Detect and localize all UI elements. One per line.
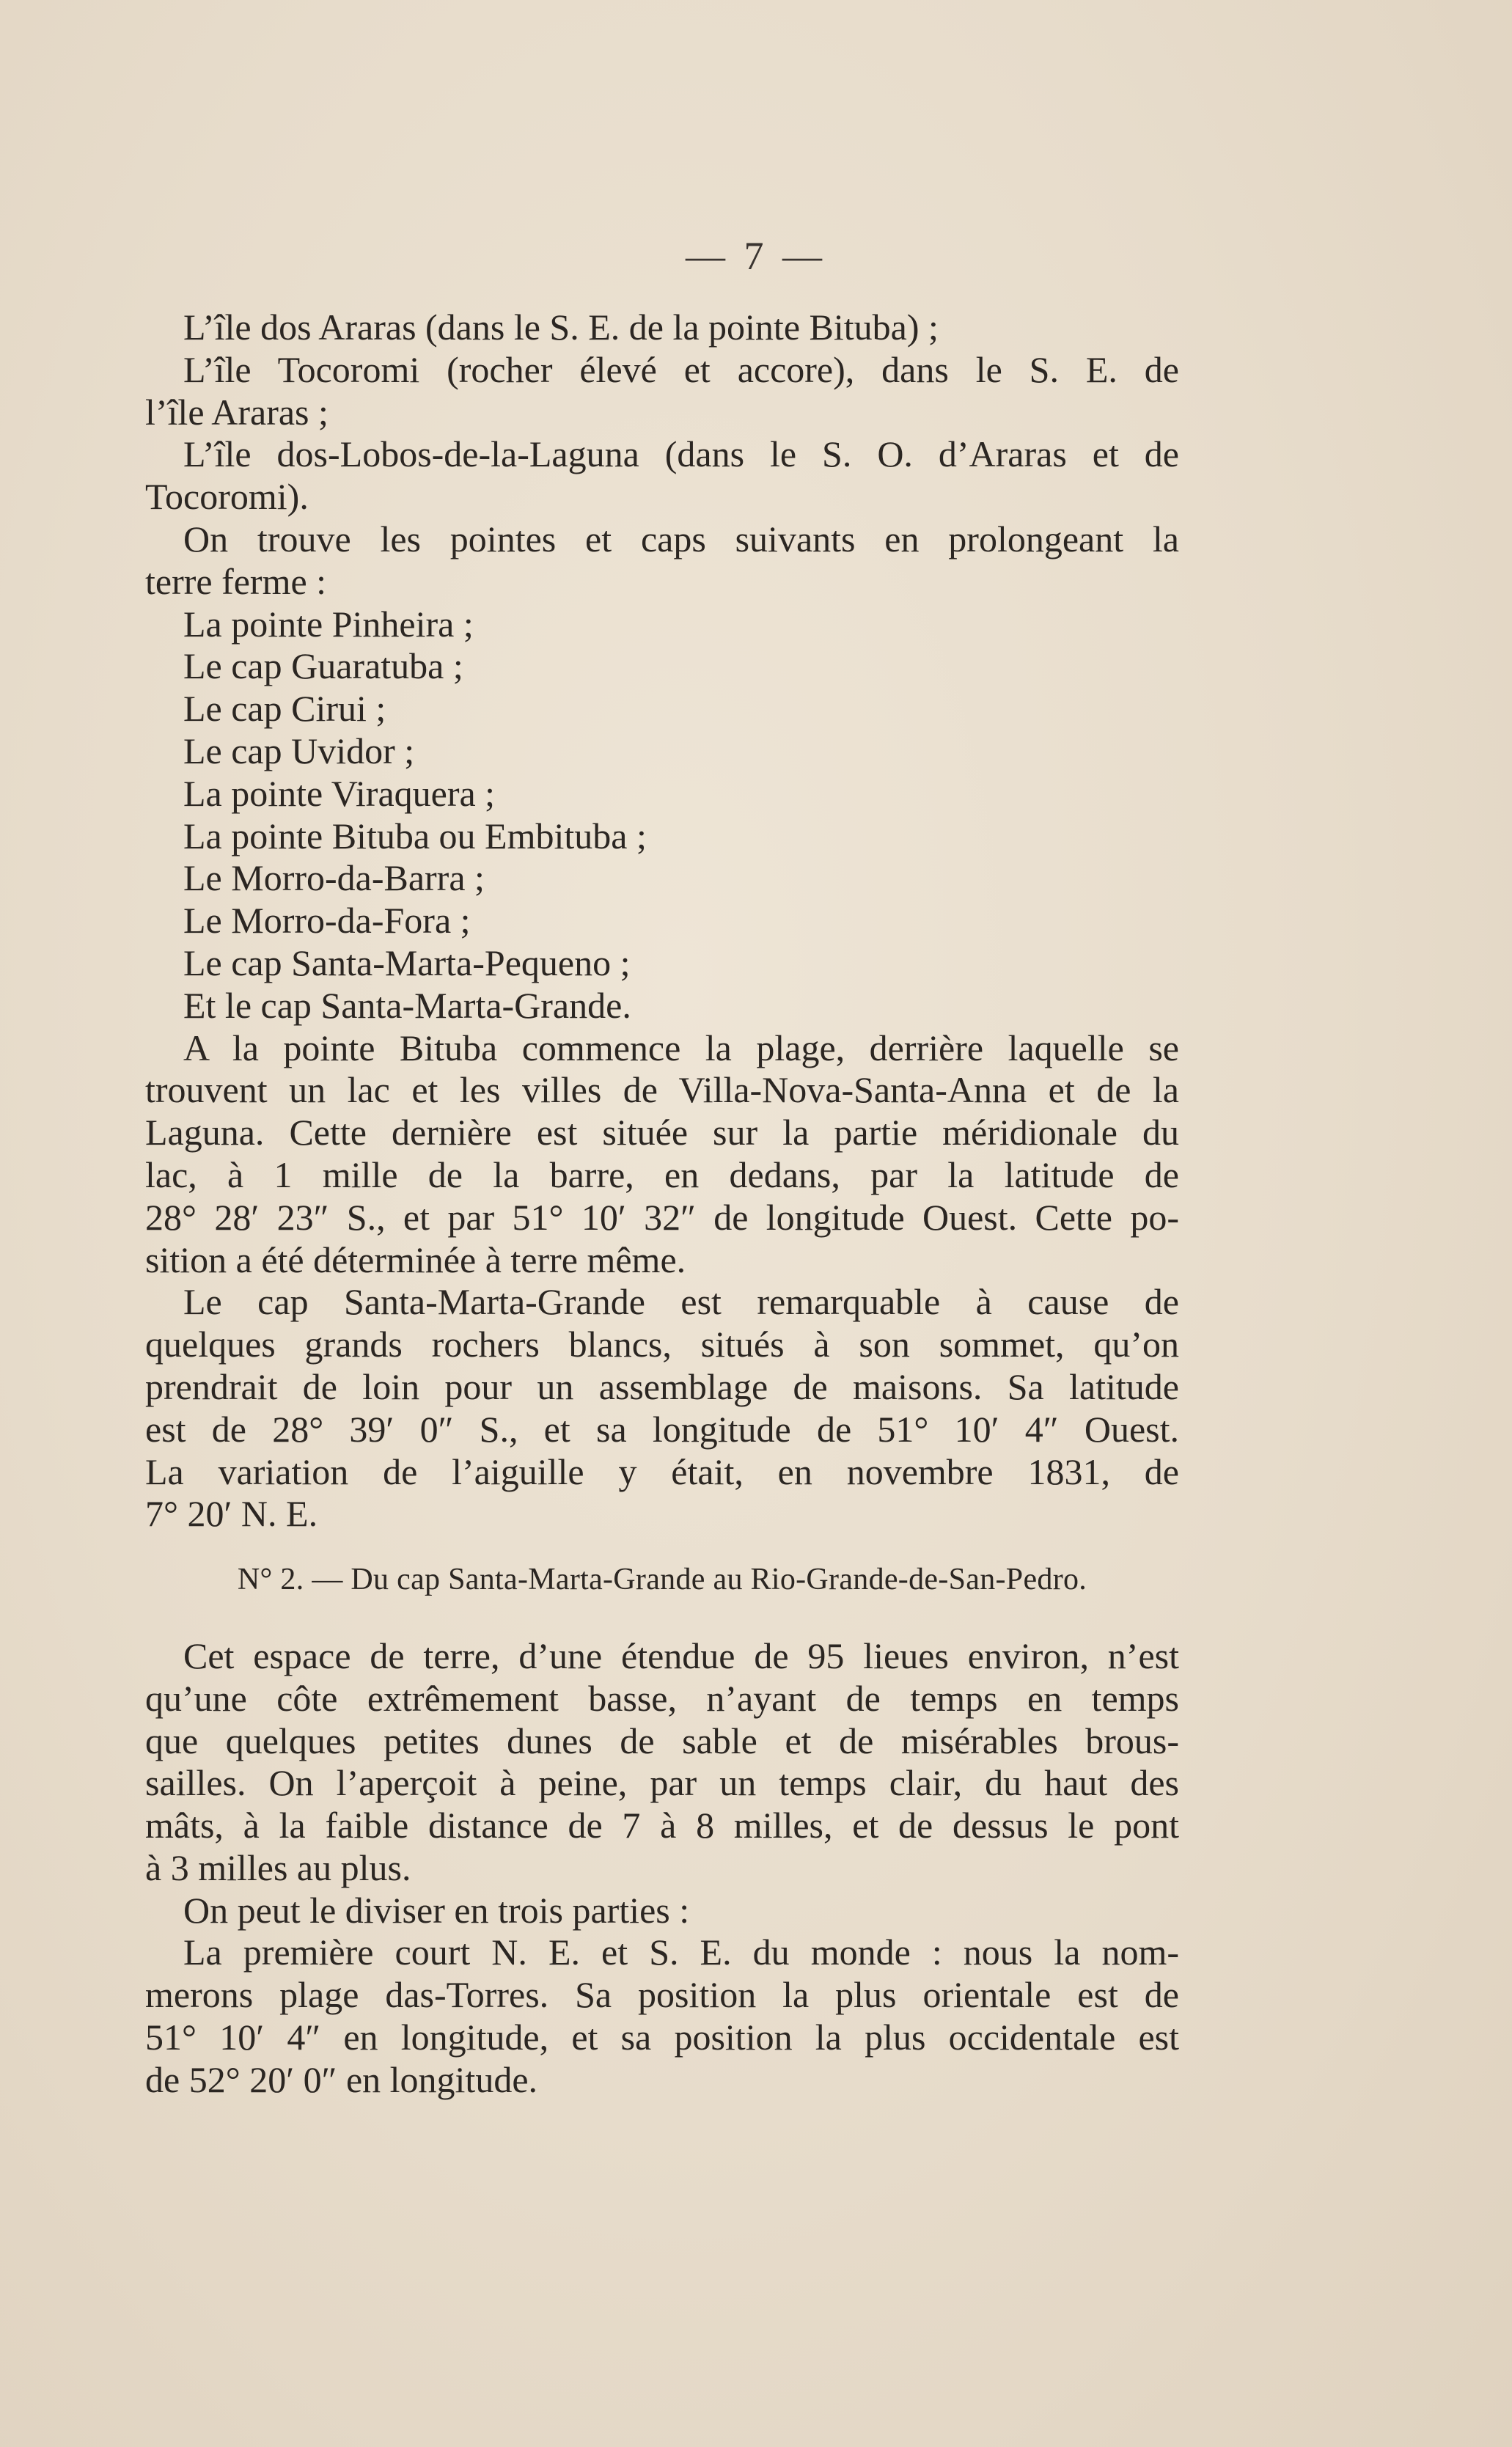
text-line: On trouve les pointes et caps suivants en prolongeant la [183,518,1179,560]
text-line: La première court N. E. et S. E. du monde : nous la nom- [183,1931,1179,1973]
text-line: lac, à 1 mille de la barre, en dedans, par la latitude de [145,1153,1179,1195]
text-line: Tocoromi). [145,476,309,518]
text-line: L’île Tocoromi (rocher élevé et accore), dans le S. E. de [183,348,1179,390]
text-line: trouvent un lac et les villes de Villa-Nova-Santa-Anna et de la [145,1069,1179,1111]
list-item: Le cap Cirui ; [183,688,386,730]
list-item: Et le cap Santa-Marta-Grande. [183,984,631,1026]
text-line: qu’une côte extrêmement basse, n’ayant de temps en temps [145,1677,1179,1719]
page-text [145,307,1179,2102]
text-line: 51° 10′ 4″ en longitude, et sa position la plus occidentale est [145,2017,1179,2058]
first-part-paragraph [145,1931,1179,2101]
section-heading: N° 2. — Du cap Santa-Marta-Grande au Rio-Grande-de-San-Pedro. [237,1563,1087,1597]
list-item: Le cap Santa-Marta-Pequeno ; [183,942,631,983]
list-item: Le Morro-da-Fora ; [183,900,471,942]
cap-paragraph [145,1281,1179,1536]
text-line: quelques grands rochers blancs, situés à son sommet, qu’on [145,1324,1179,1365]
divide-paragraph [145,1890,1179,1932]
text-line: sailles. On l’aperçoit à peine, par un temps clair, du haut des [145,1762,1179,1804]
text-line: 7° 20′ N. E. [145,1493,318,1535]
text-line: terre ferme : [145,560,327,602]
bituba-paragraph [145,1027,1179,1282]
text-line: mâts, à la faible distance de 7 à 8 milles, et de dessus le pont [145,1805,1179,1846]
text-line: Le cap Santa-Marta-Grande est remarquable à cause de [183,1281,1179,1323]
list-item: Le cap Guaratuba ; [183,645,463,687]
text-line: à 3 milles au plus. [145,1846,411,1888]
text-line: A la pointe Bituba commence la plage, derrière laquelle se [183,1027,1179,1068]
list-item: La pointe Bituba ou Embituba ; [183,815,647,856]
text-line: l’île Araras ; [145,391,329,433]
text-line: que quelques petites dunes de sable et de misérables brous- [145,1720,1179,1761]
text-line: L’île dos-Lobos-de-la-Laguna (dans le S. O. d’Araras et de [183,433,1179,475]
list-item: Le Morro-da-Barra ; [183,857,485,899]
text-line: 28° 28′ 23″ S., et par 51° 10′ 32″ de longitude Ouest. Cette po- [145,1196,1179,1238]
text-line: merons plage das-Torres. Sa position la plus orientale est de [145,1974,1179,2016]
island-entry [145,433,1179,518]
space-paragraph [145,1635,1179,1890]
list-item: La pointe Viraquera ; [183,772,496,814]
text-line: Cet espace de terre, d’une étendue de 95 lieues environ, n’est [183,1635,1179,1676]
text-line: de 52° 20′ 0″ en longitude. [145,2058,538,2100]
island-entry [145,307,1179,349]
text-line: prendrait de loin pour un assemblage de maisons. Sa latitude [145,1365,1179,1407]
list-item: La pointe Pinheira ; [183,603,474,645]
text-line: L’île dos Araras (dans le S. E. de la pointe Bituba) ; [183,307,939,348]
points-intro-paragraph [145,518,1179,604]
text-line: On peut le diviser en trois parties : [183,1889,690,1931]
text-line: est de 28° 39′ 0″ S., et sa longitude de 51° 10′ 4″ Ouest. [145,1408,1179,1450]
island-entry [145,349,1179,434]
text-line: Laguna. Cette dernière est située sur la partie méridionale du [145,1112,1179,1153]
points-list [145,604,1179,1027]
text-line: La variation de l’aiguille y était, en novembre 1831, de [145,1450,1179,1492]
list-item: Le cap Uvidor ; [183,730,415,771]
island-list [145,307,1179,518]
page-number: — 7 — [686,234,826,278]
text-line: sition a été déterminée à terre même. [145,1239,686,1280]
